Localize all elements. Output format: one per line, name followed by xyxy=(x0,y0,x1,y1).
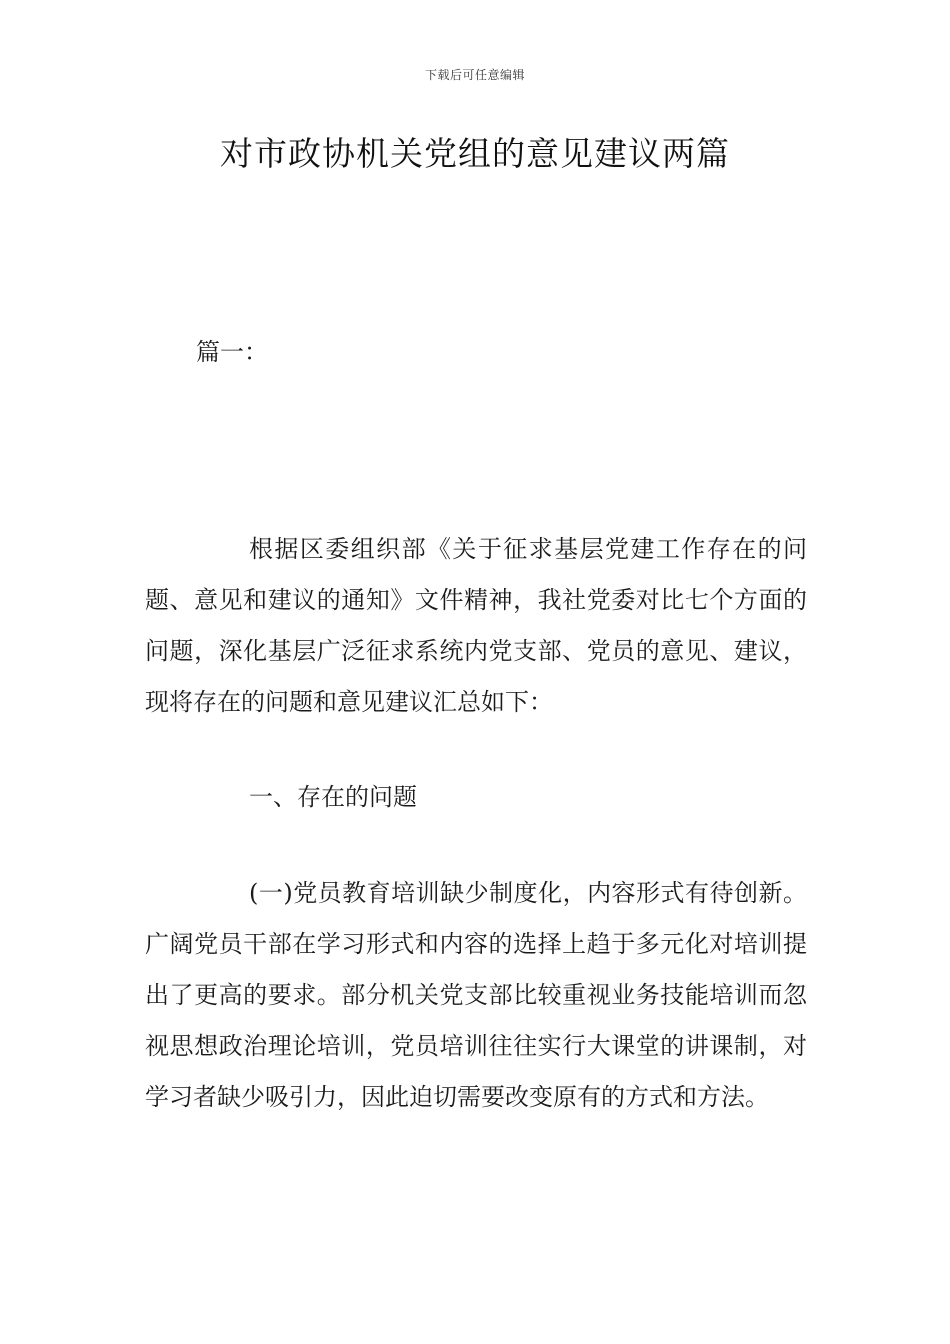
header-note: 下载后可任意编辑 xyxy=(424,68,525,82)
document-title: 对市政协机关党组的意见建议两篇 xyxy=(220,134,730,173)
section-heading: 一、存在的问题 xyxy=(249,783,417,811)
body-paragraph: (一)党员教育培训缺少制度化，内容形式有待创新。广阔党员干部在学习形式和内容的选择上趋于多元化对培训提出了更高的要求。部分机关党支部比较重视业务技能培训而忽视思想政治理论培训，党员培训往往实行大课堂的讲课制，对学习者缺少吸引力，因此迫切需要改变原有的方式和方法。 xyxy=(145,879,807,1111)
intro-paragraph: 根据区委组织部《关于征求基层党建工作存在的问题、意见和建议的通知》文件精神，我社党委对比七个方面的问题，深化基层广泛征求系统内党支部、党员的意见、建议，现将存在的问题和意见建议汇总如下： xyxy=(145,535,807,716)
section-label: 篇一： xyxy=(196,338,268,366)
